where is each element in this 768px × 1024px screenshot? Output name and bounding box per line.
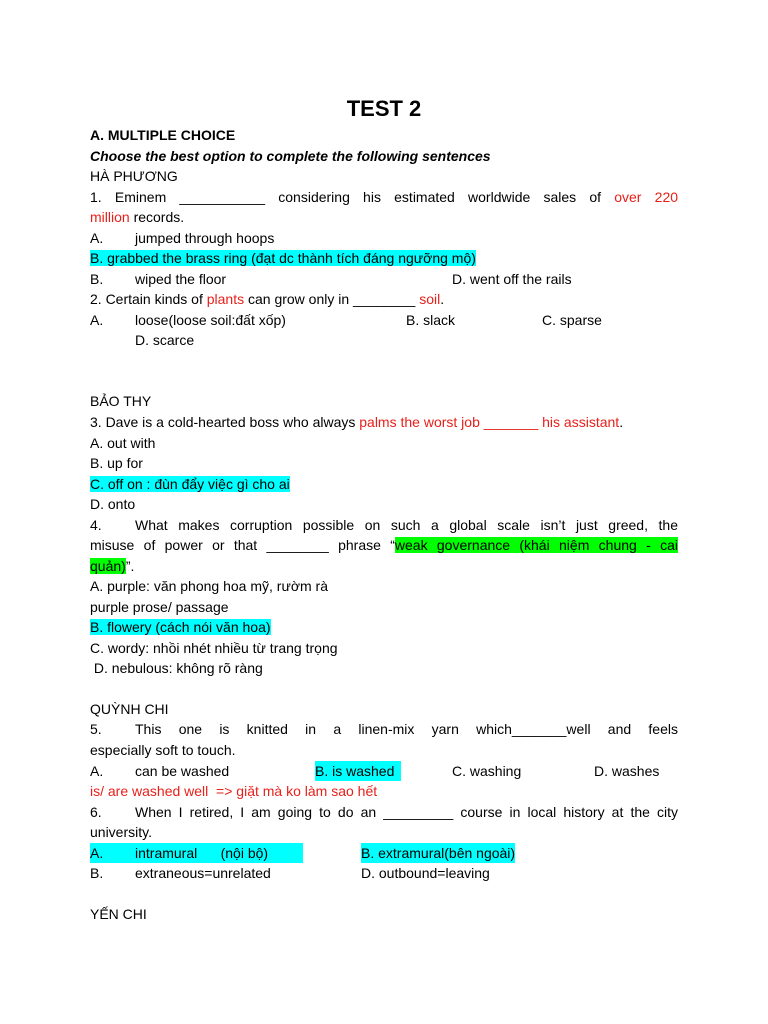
highlight-text: plants (206, 291, 245, 307)
option-c: C. washing (452, 763, 522, 779)
question-number: 6. (90, 804, 102, 820)
option-letter: A. (90, 845, 104, 861)
option-letter: B. (90, 865, 104, 881)
question-5-line-2: especially soft to touch. (90, 742, 236, 758)
option-a: A. purple: văn phong hoa mỹ, rườm rà (90, 578, 328, 594)
option-a: can be washed (135, 763, 230, 779)
highlight-text: over 220 (614, 189, 679, 205)
question-4-line-1 (90, 515, 678, 535)
option-letter: A. (90, 763, 104, 779)
question-number: 1. (90, 189, 102, 205)
question-6-line-1 (90, 802, 678, 822)
question-text: 2. Certain kinds of (90, 291, 207, 307)
question-text: records. (129, 209, 185, 225)
option-text: extraneous=unrelated (135, 865, 271, 881)
green-highlight: weak governance (khái niệm chung - cai (394, 537, 678, 553)
question-1-line-1 (90, 187, 678, 207)
option-b-answer (90, 248, 678, 268)
option-a (90, 228, 678, 248)
question-text: misuse of power or that ________ phrase “ (90, 537, 395, 553)
option-letter: B. (90, 271, 104, 287)
group-name: BẢO THY (90, 393, 152, 409)
question-text: can grow only in ________ (244, 291, 420, 307)
option-text: wiped the floor (135, 271, 227, 287)
answer-highlight (90, 843, 303, 863)
option-row (90, 310, 678, 330)
option-d: D. washes (594, 763, 660, 779)
question-text: . (440, 291, 445, 307)
option-d: D. nebulous: không rõ ràng (90, 660, 263, 676)
option-b: B. slack (406, 312, 456, 328)
highlight-text: palms the worst job _______ his assistant (359, 414, 620, 430)
option-row (90, 843, 678, 863)
option-b: B. up for (90, 455, 143, 471)
question-4-line-2 (90, 535, 678, 555)
answer-highlight: B. is washed (315, 761, 401, 781)
option-row (90, 863, 678, 883)
question-text: When I retired, I am going to do an _________ course in local history at the city (135, 804, 678, 820)
option-letter: A. (90, 312, 104, 328)
note-text: is/ are washed well => giặt mà ko làm sao hết (90, 783, 378, 799)
highlight-text: million (90, 209, 130, 225)
option-text: jumped through hoops (135, 230, 275, 246)
option-text: loose(loose soil:đất xốp) (135, 312, 286, 328)
section-heading: A. MULTIPLE CHOICE (90, 127, 236, 143)
note-text: purple prose/ passage (90, 599, 229, 615)
question-1-line-2 (90, 207, 678, 227)
answer-highlight: C. off on : đùn đẩy việc gì cho ai (90, 476, 290, 492)
question-number: 5. (90, 721, 102, 737)
question-text: . (619, 414, 624, 430)
green-highlight: quản) (90, 558, 126, 574)
question-text: 3. Dave is a cold-hearted boss who always (90, 414, 360, 430)
group-name: YẾN CHI (90, 906, 147, 922)
option-d: D. onto (90, 496, 136, 512)
highlight-text: soil (419, 291, 441, 307)
answer-highlight: B. grabbed the brass ring (đạt dc thành tích đáng ngưỡng mộ) (90, 250, 476, 266)
option-c-answer (90, 474, 678, 494)
option-d: D. scarce (135, 332, 195, 348)
question-5-line-1 (90, 719, 678, 739)
question-number: 4. (90, 517, 102, 533)
option-row (90, 761, 678, 781)
instruction: Choose the best option to complete the following sentences (90, 148, 491, 164)
question-3 (90, 412, 678, 432)
option-letter: A. (90, 230, 104, 246)
question-text: ”. (125, 558, 135, 574)
option-c: C. sparse (542, 312, 602, 328)
option-a: A. out with (90, 435, 156, 451)
question-text: What makes corruption possible on such a global scale isn’t just greed, the (135, 517, 678, 533)
option-d: D. outbound=leaving (361, 865, 490, 881)
page-title: TEST 2 (346, 96, 422, 121)
option-row (90, 269, 678, 289)
question-text: Eminem ___________ considering his estimated worldwide sales of (114, 189, 602, 205)
question-text: This one is knitted in a linen-mix yarn which_______well and feels (135, 721, 678, 737)
option-d: D. went off the rails (452, 271, 572, 287)
answer-highlight: B. flowery (cách nói văn hoa) (90, 619, 271, 635)
question-4-line-3 (90, 556, 678, 576)
group-name: QUỲNH CHI (90, 701, 169, 717)
option-a: intramural (nội bộ) (135, 845, 269, 861)
option-d-row (90, 330, 678, 350)
option-c: C. wordy: nhồi nhét nhiều từ trang trọng (90, 640, 338, 656)
question-2 (90, 289, 678, 309)
group-name: HÀ PHƯƠNG (90, 168, 178, 184)
option-b-answer (90, 617, 678, 637)
answer-highlight: B. extramural(bên ngoài) (361, 845, 516, 861)
question-6-line-2: university. (90, 824, 152, 840)
